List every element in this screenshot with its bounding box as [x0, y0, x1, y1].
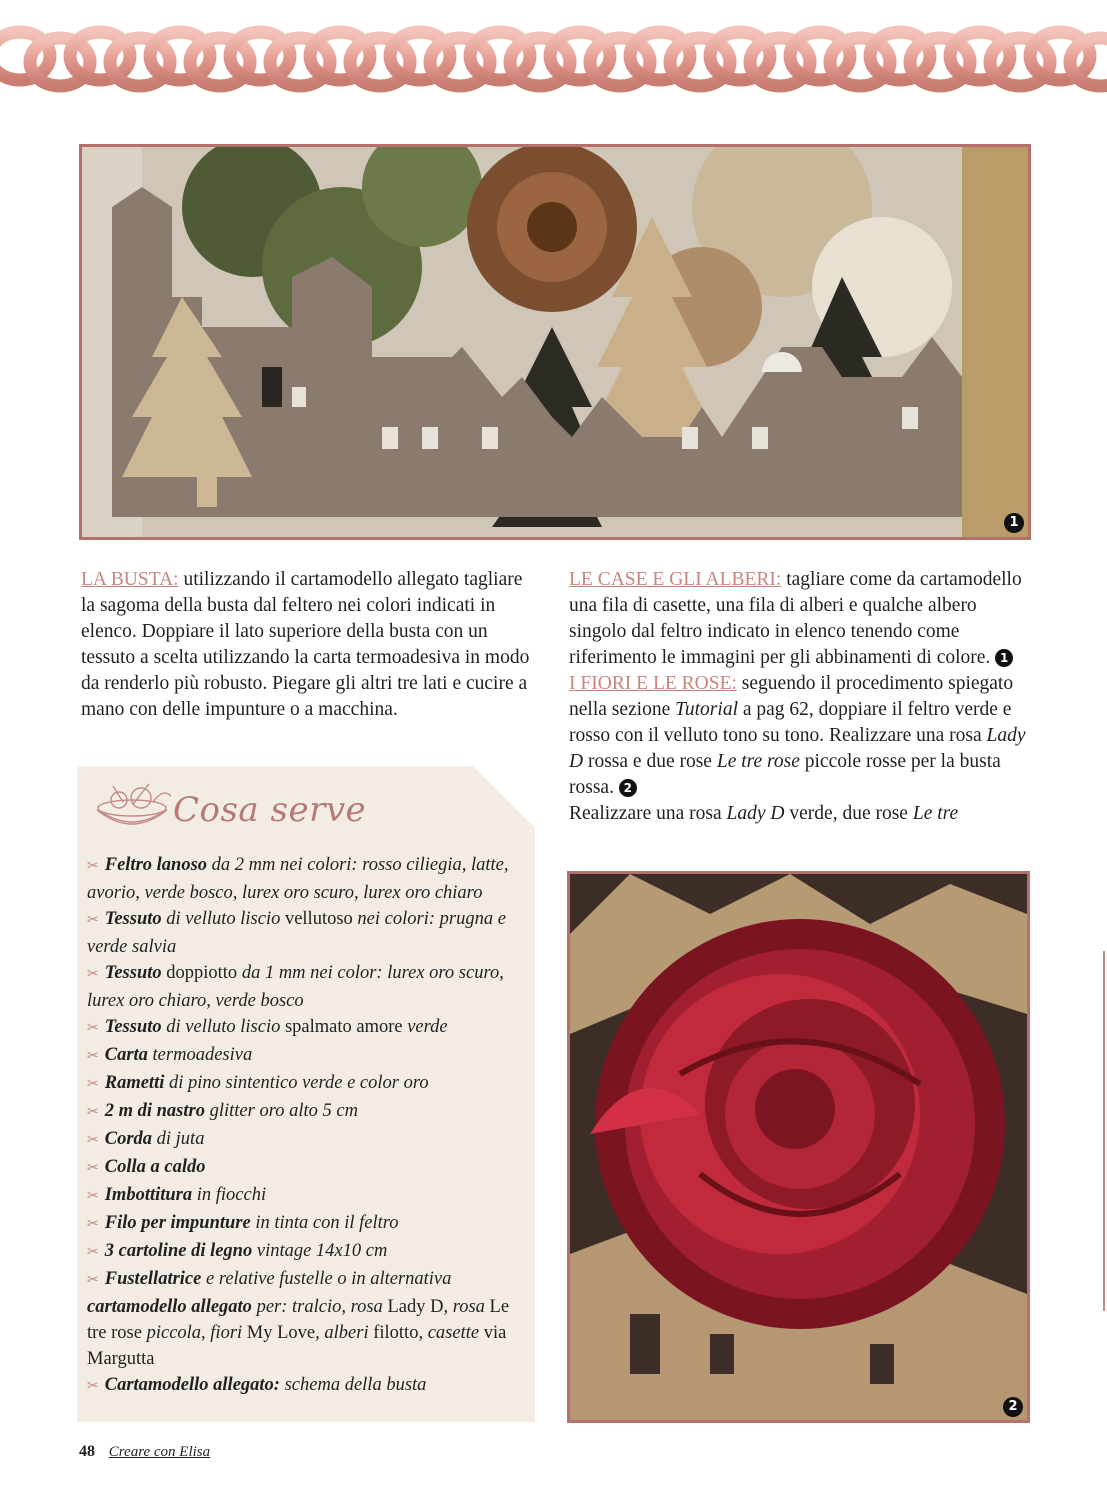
section-case-alberi-fiori [569, 567, 1029, 827]
needle-bullet-icon: ✂ [87, 859, 99, 874]
list-item: ✂ Corda di juta [87, 1129, 205, 1149]
needle-bullet-icon: ✂ [87, 1077, 99, 1092]
edge-divider [1103, 951, 1105, 1311]
list-item: ✂ Tessuto di velluto liscio spalmato amore verde [87, 1017, 448, 1037]
list-item: ✂ Tessuto di velluto liscio vellutoso nei colori: prugna e verde salvia [87, 909, 506, 957]
list-item: ✂ Tessuto doppiotto da 1 mm nei color: lurex oro scuro, lurex oro chiaro, verde bosco [87, 963, 504, 1011]
list-item: ✂ Cartamodello allegato: schema della busta [87, 1375, 427, 1395]
page-footer [79, 1443, 210, 1461]
needle-bullet-icon: ✂ [87, 1245, 99, 1260]
felt-houses-illustration [82, 147, 1028, 537]
photo-badge: 2 [1003, 1397, 1023, 1417]
needle-bullet-icon: ✂ [87, 1379, 99, 1394]
needle-bullet-icon: ✂ [87, 1105, 99, 1120]
materials-list [87, 852, 533, 1400]
list-item: ✂ Filo per impunture in tinta con il feltro [87, 1213, 399, 1233]
fiori-rose-heading: I FIORI E LE ROSE: [569, 673, 737, 694]
la-busta-text: utilizzando il cartamodello allegato tagliare la sagoma della busta dal feltero nei colori indicati in elenco. Doppiare il lato superiore della busta con un tessuto a scelta utilizzando la carta termoadesiva in modo da renderlo più robusto. Piegare gli altri tre lati e cucire a mano con delle impunture o a macchina. [81, 569, 530, 720]
list-item: ✂ Imbottitura in fiocchi [87, 1185, 267, 1205]
needle-bullet-icon: ✂ [87, 1189, 99, 1204]
needle-bullet-icon: ✂ [87, 967, 99, 982]
needle-bullet-icon: ✂ [87, 1217, 99, 1232]
photo-ref-badge: 1 [995, 649, 1013, 667]
needle-bullet-icon: ✂ [87, 913, 99, 928]
photo-red-rose [567, 871, 1030, 1423]
page-fold-corner [473, 766, 535, 828]
magazine-name: Creare con Elisa [108, 1444, 211, 1460]
chain-border-decoration [0, 18, 1107, 100]
photo-ref-badge: 2 [619, 779, 637, 797]
case-alberi-heading: LE CASE E GLI ALBERI: [569, 569, 782, 590]
list-item: ✂ Rametti di pino sintentico verde e color oro [87, 1073, 429, 1093]
list-item: ✂ 2 m di nastro glitter oro alto 5 cm [87, 1101, 358, 1121]
list-item: ✂ Feltro lanoso da 2 mm nei colori: rosso ciliegia, latte, avorio, verde bosco, lurex oro scuro, lurex oro chiaro [87, 855, 509, 903]
red-rose-illustration [570, 874, 1027, 1420]
list-item: ✂ Colla a caldo [87, 1157, 206, 1177]
la-busta-heading: LA BUSTA: [81, 569, 179, 590]
materials-box [77, 766, 535, 1422]
rosa-verde-paragraph: Realizzare una rosa Lady D verde, due rose Le tre [569, 803, 959, 824]
case-alberi-paragraph: LE CASE E GLI ALBERI: tagliare come da cartamodello una fila di casette, una fila di alberi e qualche albero singolo dal feltro indicato in elenco tenendo come riferimento le immagini per gli abbinamenti di colore. 1 [569, 569, 1022, 668]
la-busta-paragraph [81, 567, 533, 723]
list-item: ✂ Carta termoadesiva [87, 1045, 253, 1065]
needle-bullet-icon: ✂ [87, 1161, 99, 1176]
photo-badge: 1 [1004, 513, 1024, 533]
needle-bullet-icon: ✂ [87, 1021, 99, 1036]
list-item: ✂ 3 cartoline di legno vintage 14x10 cm [87, 1241, 388, 1261]
fiori-rose-paragraph: I FIORI E LE ROSE: seguendo il procedimento spiegato nella sezione Tutorial a pag 62, doppiare il feltro verde e rosso con il velluto tono su tono. Realizzare una rosa Lady D rossa e due rose Le tre rose piccole rosse per la busta rossa. 2 [569, 673, 1026, 798]
photo-felt-houses-trees [79, 144, 1031, 540]
needle-bullet-icon: ✂ [87, 1049, 99, 1064]
page-number: 48 [79, 1443, 95, 1460]
list-item: ✂ Fustellatrice e relative fustelle o in alternativa cartamodello allegato per: tralcio, rosa Lady D, rosa Le tre rose piccola, fiori My Love, alberi filotto, casette via Margutta [87, 1269, 510, 1369]
sewing-basket-icon [89, 780, 175, 842]
section-la-busta [81, 567, 533, 723]
needle-bullet-icon: ✂ [87, 1133, 99, 1148]
materials-title: Cosa serve [173, 790, 367, 830]
needle-bullet-icon: ✂ [87, 1273, 99, 1288]
